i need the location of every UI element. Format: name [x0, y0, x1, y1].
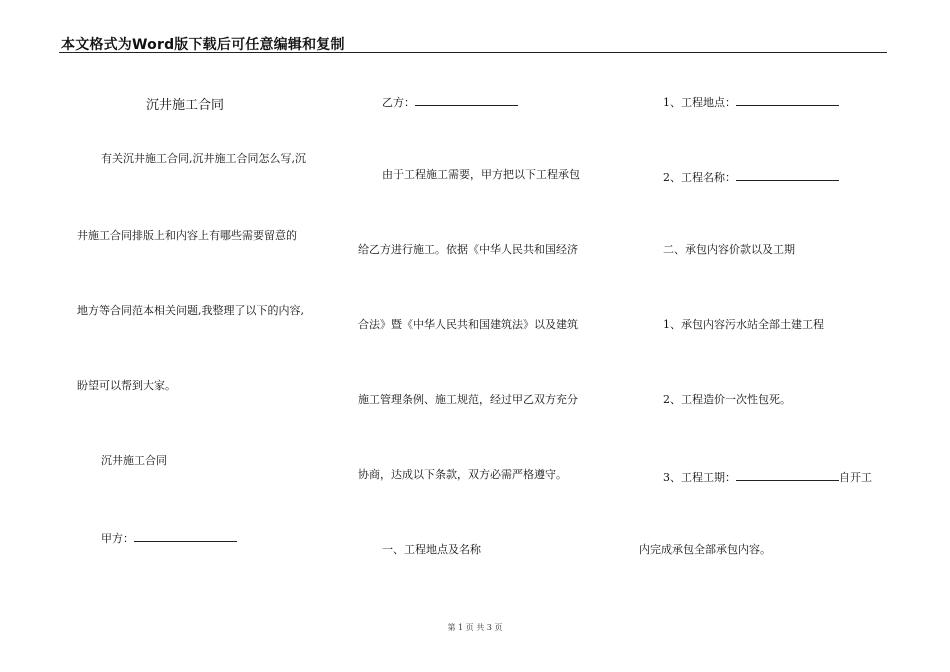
item-location-label: 1、工程地点：	[663, 96, 736, 109]
item-name-blank	[736, 168, 839, 181]
page-number-footer: 第 1 页 共 3 页	[447, 623, 503, 632]
body-line-3: 合法》暨《中华人民共和国建筑法》以及建筑	[358, 318, 578, 331]
party-b-blank	[415, 93, 518, 106]
item-duration-line	[663, 468, 872, 485]
party-a-label: 甲方：	[101, 532, 134, 545]
body-line-1: 由于工程施工需要，甲方把以下工程承包	[382, 168, 580, 181]
item-duration-suffix: 自开工	[839, 471, 872, 484]
item-price: 2、工程造价一次性包死。	[663, 393, 791, 406]
item-location-blank	[736, 93, 839, 106]
party-a-blank	[134, 529, 237, 542]
item-duration-blank	[736, 468, 839, 481]
item-duration-continuation: 内完成承包全部承包内容。	[639, 543, 771, 556]
party-b-line	[382, 93, 518, 110]
item-name-line	[663, 168, 839, 185]
intro-line-1: 有关沉井施工合同,沉井施工合同怎么写,沉	[101, 152, 306, 165]
item-name-label: 2、工程名称：	[663, 171, 736, 184]
party-a-line	[101, 529, 237, 546]
intro-line-4: 盼望可以帮到大家。	[77, 379, 176, 392]
party-b-label: 乙方：	[382, 96, 415, 109]
item-scope: 1、承包内容污水站全部土建工程	[663, 318, 824, 331]
body-line-2: 给乙方进行施工。依据《中华人民共和国经济	[358, 243, 578, 256]
item-duration-label: 3、工程工期：	[663, 471, 736, 484]
body-line-4: 施工管理条例、施工规范，经过甲乙双方充分	[358, 393, 578, 406]
section-2-heading: 二、承包内容价款以及工期	[663, 243, 795, 256]
header-divider	[59, 52, 887, 53]
body-line-5: 协商，达成以下条款，双方必需严格遵守。	[358, 468, 567, 481]
contract-subtitle: 沉井施工合同	[101, 454, 167, 467]
section-1-heading: 一、工程地点及名称	[382, 543, 481, 556]
document-header-title: 本文格式为Word版下载后可任意编辑和复制	[61, 37, 345, 53]
intro-line-2: 井施工合同排版上和内容上有哪些需要留意的	[77, 229, 297, 242]
intro-line-3: 地方等合同范本相关问题,我整理了以下的内容,	[77, 304, 304, 317]
contract-title: 沉井施工合同	[146, 98, 225, 113]
item-location-line	[663, 93, 839, 110]
